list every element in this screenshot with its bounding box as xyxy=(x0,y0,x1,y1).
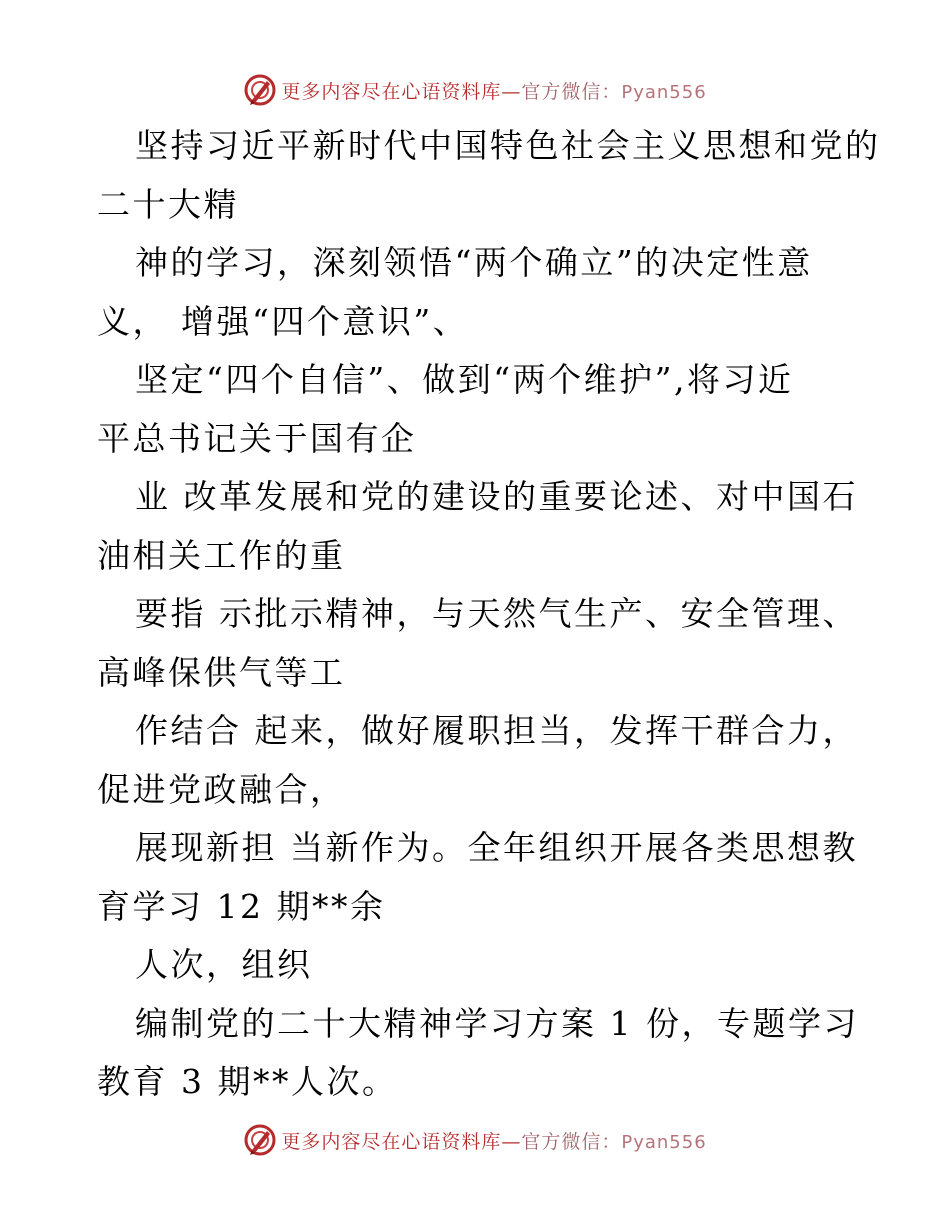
text-line: 神的学习，深刻领悟“两个确立”的决定性意 xyxy=(135,243,813,282)
text-line: 油相关工作的重 xyxy=(97,535,346,575)
footer-dash: — xyxy=(501,1130,522,1153)
text-line: 编制党的二十大精神学习方案 1 份，专题学习 xyxy=(135,1003,859,1043)
text-line: 平总书记关于国有企 xyxy=(97,418,417,458)
text-line: 促进党政融合， xyxy=(97,769,346,809)
text-line: 义， 增强“四个意识”、 xyxy=(97,301,469,341)
header-banner xyxy=(0,70,950,110)
text-line: 教育 3 期**人次。 xyxy=(97,1062,398,1101)
text-line: 作结合 起来，做好履职担当，发挥干群合力， xyxy=(135,711,858,750)
text-line: 人次，组织 xyxy=(135,945,313,984)
text-line: 要指 示批示精神，与天然气生产、安全管理、 xyxy=(135,594,858,633)
footer-site-name: 更多内容尽在心语资料库 xyxy=(281,1130,502,1153)
footer-text xyxy=(281,1127,706,1154)
text-line: 业 改革发展和党的建设的重要论述、对中国石 xyxy=(135,477,858,516)
text-line: 二十大精 xyxy=(97,184,239,224)
header-site-name: 更多内容尽在心语资料库 xyxy=(281,80,502,103)
header-wechat-label: 官方微信： xyxy=(521,80,622,103)
header-text xyxy=(281,77,706,104)
text-line: 展现新担 当新作为。全年组织开展各类思想教 xyxy=(135,828,858,867)
text-line: 高峰保供气等工 xyxy=(97,652,346,692)
document-body xyxy=(97,117,881,1112)
text-line: 坚定“四个自信”、做到“两个维护”,将习近 xyxy=(135,360,794,399)
footer-wechat-label: 官方微信： xyxy=(521,1130,622,1153)
text-line: 坚持习近平新时代中国特色社会主义思想和党的 xyxy=(135,126,881,165)
header-dash: — xyxy=(501,80,522,103)
footer-banner xyxy=(0,1120,950,1160)
text-line: 育学习 12 期**余 xyxy=(97,886,386,926)
footer-wechat-id: Pyan556 xyxy=(621,1131,707,1153)
header-wechat-id: Pyan556 xyxy=(621,81,707,103)
pen-logo-icon xyxy=(243,73,277,107)
pen-logo-icon xyxy=(243,1123,277,1157)
